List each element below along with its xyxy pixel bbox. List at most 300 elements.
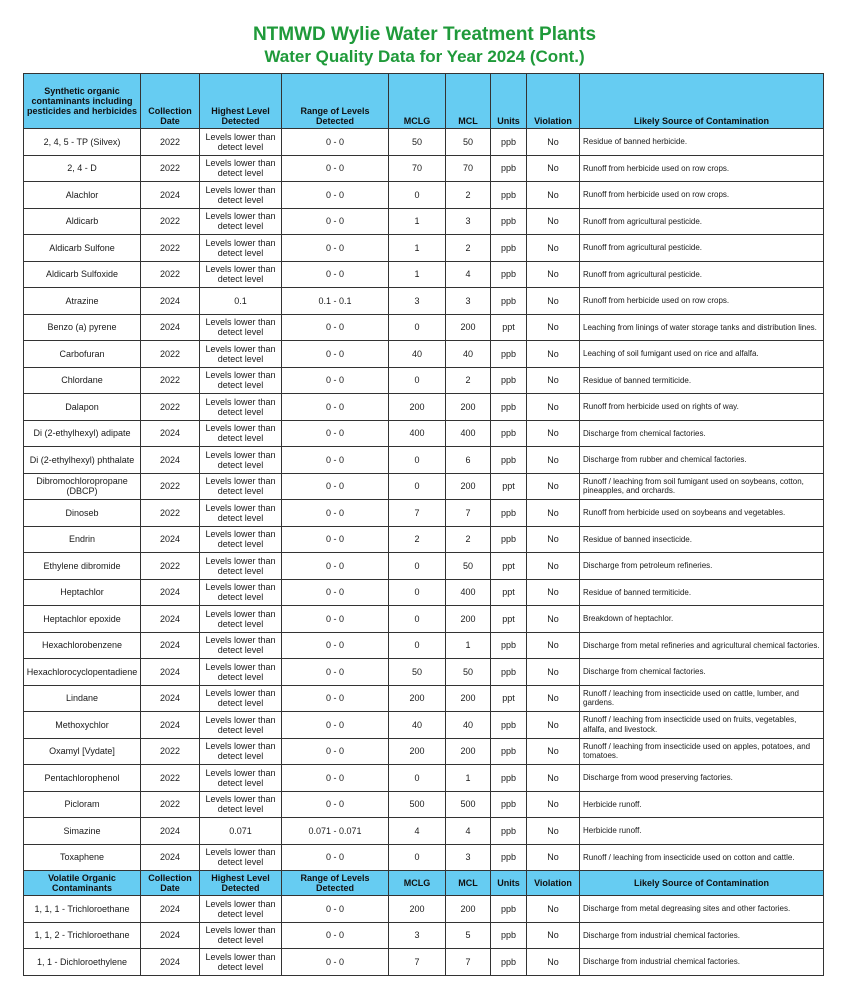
highest-level: Levels lower than detect level — [200, 765, 282, 792]
table-row — [24, 632, 824, 659]
range-of-levels: 0 - 0 — [282, 394, 389, 421]
highest-level: Levels lower than detect level — [200, 367, 282, 394]
violation-value: No — [527, 500, 580, 527]
units-value: ppb — [491, 341, 527, 368]
mclg-value: 200 — [389, 738, 446, 765]
col-date-header: Collection Date — [141, 74, 200, 129]
range-of-levels: 0 - 0 — [282, 129, 389, 156]
mcl-value: 7 — [446, 500, 491, 527]
highest-level: Levels lower than detect level — [200, 526, 282, 553]
mcl-value: 2 — [446, 526, 491, 553]
col-contaminant-header: Synthetic organic contaminants including pesticides and herbicides — [24, 74, 141, 129]
collection-date: 2024 — [141, 712, 200, 739]
highest-level: Levels lower than detect level — [200, 791, 282, 818]
collection-date: 2022 — [141, 394, 200, 421]
collection-date: 2024 — [141, 844, 200, 871]
contaminant-name: Alachlor — [24, 182, 141, 209]
likely-source: Runoff from agricultural pesticide. — [580, 208, 824, 235]
contaminant-name: Aldicarb Sulfone — [24, 235, 141, 262]
violation-value: No — [527, 896, 580, 923]
range-of-levels: 0 - 0 — [282, 712, 389, 739]
mclg-value: 0 — [389, 765, 446, 792]
collection-date: 2022 — [141, 553, 200, 580]
units-value: ppb — [491, 844, 527, 871]
collection-date: 2024 — [141, 288, 200, 315]
mclg-value: 3 — [389, 288, 446, 315]
range-of-levels: 0 - 0 — [282, 447, 389, 474]
table-row — [24, 129, 824, 156]
contaminant-name: Dibromochloropropane (DBCP) — [24, 473, 141, 500]
units-value: ppb — [491, 394, 527, 421]
range-of-levels: 0 - 0 — [282, 632, 389, 659]
units-value: ppt — [491, 473, 527, 500]
range-of-levels: 0 - 0 — [282, 606, 389, 633]
highest-level: Levels lower than detect level — [200, 314, 282, 341]
mclg-value: 0 — [389, 579, 446, 606]
mclg-value: 40 — [389, 341, 446, 368]
units-value: ppb — [491, 447, 527, 474]
mcl-value: 1 — [446, 632, 491, 659]
highest-level: Levels lower than detect level — [200, 738, 282, 765]
units-value: ppb — [491, 261, 527, 288]
violation-value: No — [527, 420, 580, 447]
contaminant-name: Dalapon — [24, 394, 141, 421]
contaminant-name: Endrin — [24, 526, 141, 553]
collection-date: 2022 — [141, 473, 200, 500]
highest-level: Levels lower than detect level — [200, 659, 282, 686]
units-value: ppt — [491, 579, 527, 606]
likely-source: Discharge from industrial chemical factories. — [580, 949, 824, 976]
contaminant-name: Hexachlorobenzene — [24, 632, 141, 659]
table-row — [24, 765, 824, 792]
voc-source-header: Likely Source of Contamination — [580, 871, 824, 896]
range-of-levels: 0 - 0 — [282, 791, 389, 818]
highest-level: 0.1 — [200, 288, 282, 315]
mclg-value: 1 — [389, 235, 446, 262]
mclg-value: 70 — [389, 155, 446, 182]
contaminant-name: Atrazine — [24, 288, 141, 315]
violation-value: No — [527, 712, 580, 739]
collection-date: 2024 — [141, 182, 200, 209]
water-quality-table — [23, 73, 824, 976]
contaminant-name: Heptachlor epoxide — [24, 606, 141, 633]
highest-level: 0.071 — [200, 818, 282, 845]
units-value: ppb — [491, 896, 527, 923]
table-row — [24, 288, 824, 315]
range-of-levels: 0 - 0 — [282, 261, 389, 288]
likely-source: Herbicide runoff. — [580, 818, 824, 845]
mcl-value: 2 — [446, 182, 491, 209]
range-of-levels: 0.1 - 0.1 — [282, 288, 389, 315]
mcl-value: 400 — [446, 579, 491, 606]
table-row — [24, 394, 824, 421]
violation-value: No — [527, 553, 580, 580]
violation-value: No — [527, 526, 580, 553]
range-of-levels: 0 - 0 — [282, 235, 389, 262]
units-value: ppb — [491, 182, 527, 209]
violation-value: No — [527, 208, 580, 235]
likely-source: Runoff from herbicide used on soybeans and vegetables. — [580, 500, 824, 527]
mclg-value: 200 — [389, 896, 446, 923]
likely-source: Discharge from rubber and chemical factories. — [580, 447, 824, 474]
highest-level: Levels lower than detect level — [200, 606, 282, 633]
contaminant-name: Di (2-ethylhexyl) adipate — [24, 420, 141, 447]
contaminant-name: Aldicarb — [24, 208, 141, 235]
range-of-levels: 0 - 0 — [282, 473, 389, 500]
violation-value: No — [527, 261, 580, 288]
table-row — [24, 712, 824, 739]
likely-source: Runoff / leaching from soil fumigant used on soybeans, cotton, pineapples, and orchards. — [580, 473, 824, 500]
highest-level: Levels lower than detect level — [200, 922, 282, 949]
voc-violation-header: Violation — [527, 871, 580, 896]
voc-units-header: Units — [491, 871, 527, 896]
violation-value: No — [527, 738, 580, 765]
range-of-levels: 0 - 0 — [282, 922, 389, 949]
voc-date-header: Collection Date — [141, 871, 200, 896]
violation-value: No — [527, 288, 580, 315]
range-of-levels: 0 - 0 — [282, 844, 389, 871]
table-row — [24, 579, 824, 606]
table-row — [24, 818, 824, 845]
voc-mcl-header: MCL — [446, 871, 491, 896]
likely-source: Residue of banned herbicide. — [580, 129, 824, 156]
range-of-levels: 0 - 0 — [282, 579, 389, 606]
units-value: ppb — [491, 288, 527, 315]
mcl-value: 400 — [446, 420, 491, 447]
violation-value: No — [527, 685, 580, 712]
mcl-value: 200 — [446, 606, 491, 633]
collection-date: 2022 — [141, 129, 200, 156]
violation-value: No — [527, 818, 580, 845]
mcl-value: 200 — [446, 685, 491, 712]
mcl-value: 6 — [446, 447, 491, 474]
likely-source: Residue of banned termiticide. — [580, 579, 824, 606]
mcl-value: 50 — [446, 129, 491, 156]
highest-level: Levels lower than detect level — [200, 341, 282, 368]
units-value: ppt — [491, 314, 527, 341]
range-of-levels: 0 - 0 — [282, 208, 389, 235]
voc-table-body — [24, 896, 824, 976]
mclg-value: 40 — [389, 712, 446, 739]
contaminant-name: Carbofuran — [24, 341, 141, 368]
collection-date: 2024 — [141, 447, 200, 474]
table-row — [24, 526, 824, 553]
violation-value: No — [527, 235, 580, 262]
likely-source: Runoff from agricultural pesticide. — [580, 235, 824, 262]
units-value: ppb — [491, 208, 527, 235]
page-subtitle: Water Quality Data for Year 2024 (Cont.) — [264, 47, 585, 66]
collection-date: 2022 — [141, 765, 200, 792]
col-mclg-header: MCLG — [389, 74, 446, 129]
mcl-value: 1 — [446, 765, 491, 792]
violation-value: No — [527, 314, 580, 341]
contaminant-name: 1, 1, 2 - Trichloroethane — [24, 922, 141, 949]
collection-date: 2024 — [141, 526, 200, 553]
table-row — [24, 949, 824, 976]
contaminant-name: Aldicarb Sulfoxide — [24, 261, 141, 288]
likely-source: Runoff from herbicide used on row crops. — [580, 288, 824, 315]
likely-source: Runoff from agricultural pesticide. — [580, 261, 824, 288]
highest-level: Levels lower than detect level — [200, 473, 282, 500]
collection-date: 2022 — [141, 367, 200, 394]
units-value: ppt — [491, 553, 527, 580]
violation-value: No — [527, 367, 580, 394]
mcl-value: 3 — [446, 844, 491, 871]
likely-source: Leaching from linings of water storage tanks and distribution lines. — [580, 314, 824, 341]
collection-date: 2022 — [141, 208, 200, 235]
col-range-header: Range of Levels Detected — [282, 74, 389, 129]
contaminant-name: Pentachlorophenol — [24, 765, 141, 792]
units-value: ppb — [491, 526, 527, 553]
mclg-value: 1 — [389, 261, 446, 288]
mcl-value: 2 — [446, 235, 491, 262]
table-row — [24, 553, 824, 580]
mcl-value: 50 — [446, 659, 491, 686]
units-value: ppb — [491, 738, 527, 765]
mcl-value: 500 — [446, 791, 491, 818]
likely-source: Discharge from petroleum refineries. — [580, 553, 824, 580]
violation-value: No — [527, 182, 580, 209]
contaminant-name: Heptachlor — [24, 579, 141, 606]
likely-source: Runoff / leaching from insecticide used on fruits, vegetables, alfalfa, and livestock. — [580, 712, 824, 739]
highest-level: Levels lower than detect level — [200, 155, 282, 182]
table-row — [24, 341, 824, 368]
mclg-value: 0 — [389, 632, 446, 659]
mcl-value: 4 — [446, 818, 491, 845]
likely-source: Runoff / leaching from insecticide used on cattle, lumber, and gardens. — [580, 685, 824, 712]
voc-range-header: Range of Levels Detected — [282, 871, 389, 896]
highest-level: Levels lower than detect level — [200, 394, 282, 421]
collection-date: 2024 — [141, 420, 200, 447]
collection-date: 2024 — [141, 606, 200, 633]
violation-value: No — [527, 155, 580, 182]
violation-value: No — [527, 579, 580, 606]
col-highest-header: Highest Level Detected — [200, 74, 282, 129]
contaminant-name: Hexachlorocyclopentadiene — [24, 659, 141, 686]
likely-source: Leaching of soil fumigant used on rice and alfalfa. — [580, 341, 824, 368]
collection-date: 2024 — [141, 579, 200, 606]
likely-source: Discharge from wood preserving factories. — [580, 765, 824, 792]
table-row — [24, 314, 824, 341]
col-source-header: Likely Source of Contamination — [580, 74, 824, 129]
synthetic-header-row — [24, 74, 824, 129]
likely-source: Discharge from metal refineries and agricultural chemical factories. — [580, 632, 824, 659]
range-of-levels: 0 - 0 — [282, 553, 389, 580]
mcl-value: 2 — [446, 367, 491, 394]
likely-source: Residue of banned insecticide. — [580, 526, 824, 553]
likely-source: Runoff / leaching from insecticide used on cotton and cattle. — [580, 844, 824, 871]
synthetic-table-body — [24, 129, 824, 871]
collection-date: 2022 — [141, 261, 200, 288]
mclg-value: 7 — [389, 949, 446, 976]
highest-level: Levels lower than detect level — [200, 447, 282, 474]
contaminant-name: Oxamyl [Vydate] — [24, 738, 141, 765]
table-row — [24, 659, 824, 686]
mclg-value: 400 — [389, 420, 446, 447]
collection-date: 2024 — [141, 818, 200, 845]
range-of-levels: 0 - 0 — [282, 659, 389, 686]
table-row — [24, 208, 824, 235]
collection-date: 2024 — [141, 314, 200, 341]
likely-source: Runoff / leaching from insecticide used on apples, potatoes, and tomatoes. — [580, 738, 824, 765]
contaminant-name: Picloram — [24, 791, 141, 818]
mcl-value: 70 — [446, 155, 491, 182]
contaminant-name: 2, 4, 5 - TP (Silvex) — [24, 129, 141, 156]
table-row — [24, 261, 824, 288]
mcl-value: 40 — [446, 341, 491, 368]
units-value: ppb — [491, 659, 527, 686]
table-row — [24, 235, 824, 262]
highest-level: Levels lower than detect level — [200, 553, 282, 580]
mcl-value: 200 — [446, 473, 491, 500]
mclg-value: 200 — [389, 685, 446, 712]
mcl-value: 3 — [446, 208, 491, 235]
mcl-value: 7 — [446, 949, 491, 976]
highest-level: Levels lower than detect level — [200, 182, 282, 209]
range-of-levels: 0 - 0 — [282, 896, 389, 923]
violation-value: No — [527, 922, 580, 949]
units-value: ppb — [491, 632, 527, 659]
contaminant-name: Chlordane — [24, 367, 141, 394]
likely-source: Discharge from metal degreasing sites and other factories. — [580, 896, 824, 923]
contaminant-name: Simazine — [24, 818, 141, 845]
highest-level: Levels lower than detect level — [200, 500, 282, 527]
mclg-value: 50 — [389, 129, 446, 156]
highest-level: Levels lower than detect level — [200, 235, 282, 262]
violation-value: No — [527, 765, 580, 792]
range-of-levels: 0 - 0 — [282, 314, 389, 341]
contaminant-name: 1, 1, 1 - Trichloroethane — [24, 896, 141, 923]
mclg-value: 2 — [389, 526, 446, 553]
mcl-value: 50 — [446, 553, 491, 580]
units-value: ppb — [491, 129, 527, 156]
likely-source: Herbicide runoff. — [580, 791, 824, 818]
range-of-levels: 0 - 0 — [282, 765, 389, 792]
range-of-levels: 0 - 0 — [282, 526, 389, 553]
highest-level: Levels lower than detect level — [200, 261, 282, 288]
units-value: ppb — [491, 712, 527, 739]
violation-value: No — [527, 659, 580, 686]
units-value: ppb — [491, 949, 527, 976]
highest-level: Levels lower than detect level — [200, 208, 282, 235]
page-title: NTMWD Wylie Water Treatment Plants — [252, 24, 597, 45]
table-row — [24, 447, 824, 474]
collection-date: 2022 — [141, 341, 200, 368]
violation-value: No — [527, 632, 580, 659]
units-value: ppb — [491, 367, 527, 394]
units-value: ppt — [491, 685, 527, 712]
table-row — [24, 922, 824, 949]
violation-value: No — [527, 394, 580, 421]
highest-level: Levels lower than detect level — [200, 685, 282, 712]
units-value: ppb — [491, 235, 527, 262]
table-row — [24, 896, 824, 923]
units-value: ppb — [491, 155, 527, 182]
mclg-value: 7 — [389, 500, 446, 527]
range-of-levels: 0 - 0 — [282, 341, 389, 368]
col-violation-header: Violation — [527, 74, 580, 129]
contaminant-name: Dinoseb — [24, 500, 141, 527]
highest-level: Levels lower than detect level — [200, 844, 282, 871]
contaminant-name: Di (2-ethylhexyl) phthalate — [24, 447, 141, 474]
range-of-levels: 0 - 0 — [282, 738, 389, 765]
units-value: ppb — [491, 420, 527, 447]
collection-date: 2022 — [141, 738, 200, 765]
voc-section — [24, 871, 824, 896]
mcl-value: 4 — [446, 261, 491, 288]
table-row — [24, 844, 824, 871]
collection-date: 2024 — [141, 685, 200, 712]
highest-level: Levels lower than detect level — [200, 896, 282, 923]
col-mcl-header: MCL — [446, 74, 491, 129]
highest-level: Levels lower than detect level — [200, 129, 282, 156]
mclg-value: 200 — [389, 394, 446, 421]
voc-header-row — [24, 871, 824, 896]
mcl-value: 200 — [446, 896, 491, 923]
highest-level: Levels lower than detect level — [200, 949, 282, 976]
likely-source: Discharge from chemical factories. — [580, 659, 824, 686]
mclg-value: 0 — [389, 367, 446, 394]
contaminant-name: Lindane — [24, 685, 141, 712]
collection-date: 2024 — [141, 632, 200, 659]
voc-mclg-header: MCLG — [389, 871, 446, 896]
mclg-value: 0 — [389, 447, 446, 474]
range-of-levels: 0.071 - 0.071 — [282, 818, 389, 845]
violation-value: No — [527, 129, 580, 156]
likely-source: Discharge from industrial chemical factories. — [580, 922, 824, 949]
mcl-value: 200 — [446, 738, 491, 765]
table-row — [24, 738, 824, 765]
contaminant-name: 1, 1 - Dichloroethylene — [24, 949, 141, 976]
violation-value: No — [527, 791, 580, 818]
mclg-value: 50 — [389, 659, 446, 686]
mclg-value: 500 — [389, 791, 446, 818]
table-row — [24, 420, 824, 447]
table-row — [24, 155, 824, 182]
range-of-levels: 0 - 0 — [282, 500, 389, 527]
contaminant-name: Methoxychlor — [24, 712, 141, 739]
likely-source: Runoff from herbicide used on row crops. — [580, 155, 824, 182]
table-row — [24, 182, 824, 209]
units-value: ppb — [491, 500, 527, 527]
contaminant-name: Toxaphene — [24, 844, 141, 871]
units-value: ppb — [491, 765, 527, 792]
mcl-value: 3 — [446, 288, 491, 315]
range-of-levels: 0 - 0 — [282, 685, 389, 712]
violation-value: No — [527, 341, 580, 368]
col-units-header: Units — [491, 74, 527, 129]
mclg-value: 0 — [389, 844, 446, 871]
mcl-value: 40 — [446, 712, 491, 739]
likely-source: Runoff from herbicide used on row crops. — [580, 182, 824, 209]
mcl-value: 5 — [446, 922, 491, 949]
contaminant-name: 2, 4 - D — [24, 155, 141, 182]
collection-date: 2022 — [141, 791, 200, 818]
table-row — [24, 500, 824, 527]
likely-source: Runoff from herbicide used on rights of way. — [580, 394, 824, 421]
units-value: ppb — [491, 922, 527, 949]
range-of-levels: 0 - 0 — [282, 155, 389, 182]
mclg-value: 0 — [389, 314, 446, 341]
mclg-value: 1 — [389, 208, 446, 235]
violation-value: No — [527, 844, 580, 871]
mcl-value: 200 — [446, 314, 491, 341]
collection-date: 2022 — [141, 235, 200, 262]
highest-level: Levels lower than detect level — [200, 579, 282, 606]
collection-date: 2022 — [141, 500, 200, 527]
range-of-levels: 0 - 0 — [282, 420, 389, 447]
likely-source: Breakdown of heptachlor. — [580, 606, 824, 633]
